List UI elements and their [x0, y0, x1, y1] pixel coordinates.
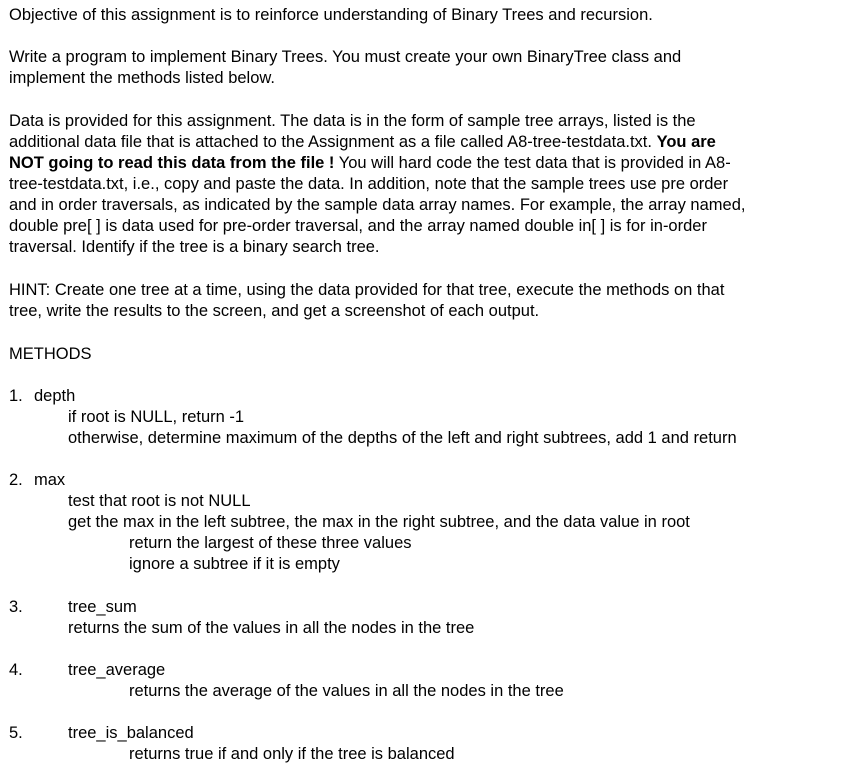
method-1-number: 1.: [9, 387, 23, 405]
data-line-1: Data is provided for this assignment. The data is in the form of sample tree arrays, listed is the: [9, 112, 696, 130]
method-1-line-2: otherwise, determine maximum of the depths of the left and right subtrees, add 1 and return: [68, 429, 737, 447]
method-2-number: 2.: [9, 471, 23, 489]
data-line-2-text: additional data file that is attached to the Assignment as a file called A8-tree-testdata.txt.: [9, 133, 657, 151]
method-2-line-2: get the max in the left subtree, the max in the right subtree, and the data value in root: [68, 513, 690, 531]
hint-line-2: tree, write the results to the screen, and get a screenshot of each output.: [9, 302, 540, 320]
data-line-3-text: You will hard code the test data that is provided in A8-: [334, 154, 731, 172]
method-2-line-1: test that root is not NULL: [68, 492, 251, 510]
data-line-6: double pre[ ] is data used for pre-order traversal, and the array named double in[ ] is for in-order: [9, 217, 707, 235]
method-4-number: 4.: [9, 661, 23, 679]
data-line-2: [9, 132, 716, 152]
method-3-description: returns the sum of the values in all the nodes in the tree: [68, 619, 475, 637]
method-5-description: returns true if and only if the tree is balanced: [129, 745, 455, 763]
method-4-description: returns the average of the values in all the nodes in the tree: [129, 682, 564, 700]
data-line-3-bold: NOT going to read this data from the file !: [9, 154, 335, 172]
data-line-7: traversal. Identify if the tree is a binary search tree.: [9, 238, 380, 256]
method-3-name: tree_sum: [68, 598, 137, 616]
objective-text: Objective of this assignment is to reinforce understanding of Binary Trees and recursion.: [9, 6, 653, 24]
method-3-number: 3.: [9, 598, 23, 616]
methods-heading: METHODS: [9, 345, 92, 363]
method-1-name: depth: [34, 387, 76, 405]
method-1-line-1: if root is NULL, return -1: [68, 408, 245, 426]
method-5-name: tree_is_balanced: [68, 724, 194, 742]
method-4-name: tree_average: [68, 661, 166, 679]
method-2-line-4: ignore a subtree if it is empty: [129, 555, 340, 573]
method-5-number: 5.: [9, 724, 23, 742]
data-line-2-bold: You are: [656, 133, 716, 151]
intro-line-1: Write a program to implement Binary Trees. You must create your own BinaryTree class and: [9, 48, 682, 66]
data-line-4: tree-testdata.txt, i.e., copy and paste the data. In addition, note that the sample trees use pre order: [9, 175, 729, 193]
data-line-5: and in order traversals, as indicated by the sample data array names. For example, the array named,: [9, 196, 746, 214]
hint-line-1: HINT: Create one tree at a time, using the data provided for that tree, execute the methods on that: [9, 281, 725, 299]
method-2-name: max: [34, 471, 66, 489]
method-2-line-3: return the largest of these three values: [129, 534, 412, 552]
data-line-3: [9, 153, 731, 173]
intro-line-2: implement the methods listed below.: [9, 69, 275, 87]
